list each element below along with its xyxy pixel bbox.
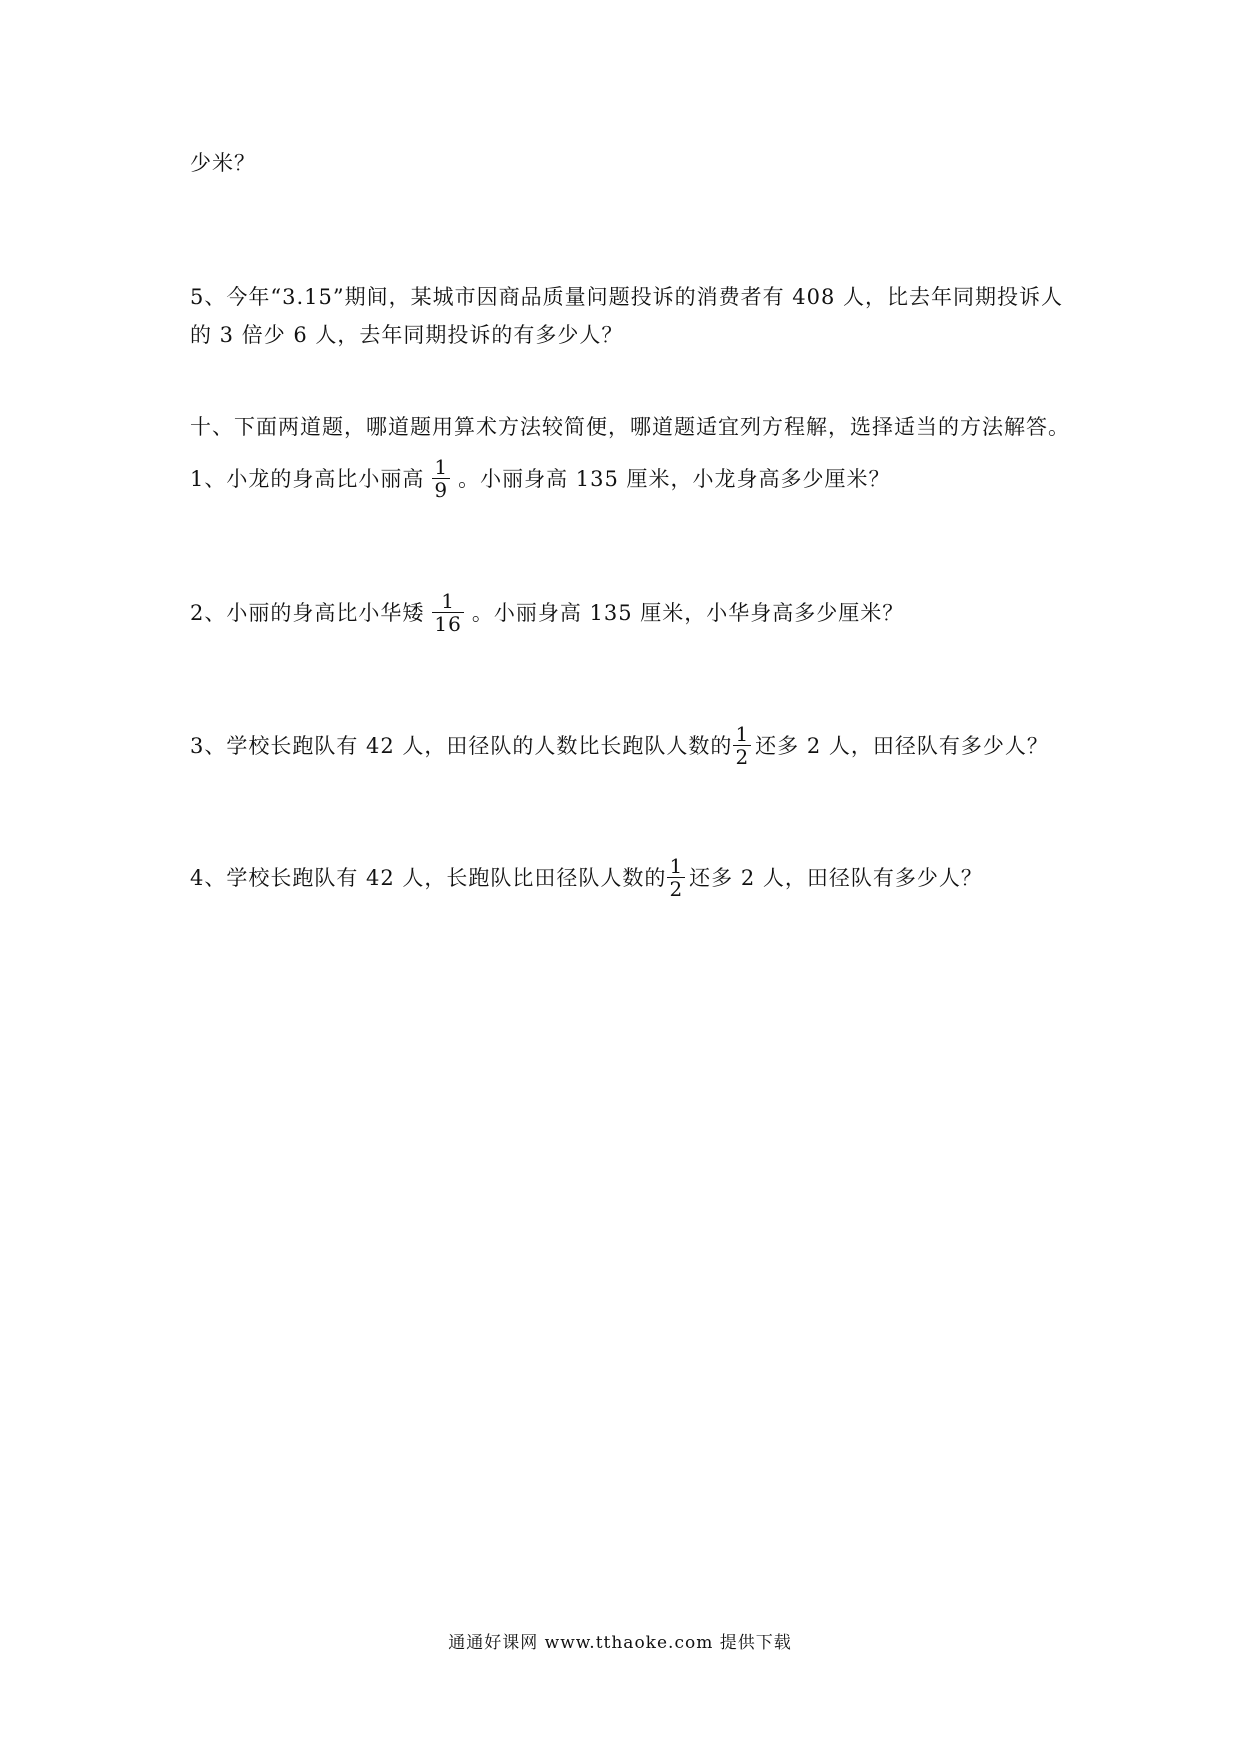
problem-1 bbox=[190, 455, 891, 503]
problem-4-fraction bbox=[667, 855, 685, 900]
page-footer: 通通好课网 www.tthaoke.com 提供下载 bbox=[448, 1633, 792, 1653]
problem-1-fraction bbox=[432, 456, 450, 501]
fraction-denominator: 2 bbox=[669, 877, 684, 901]
question-5-line-1: 5、今年“3.15”期间，某城市因商品质量问题投诉的消费者有 408 人，比去年同期投诉人 bbox=[190, 285, 1064, 309]
problem-1-text-before: 1、小龙的身高比小丽高 bbox=[190, 467, 425, 491]
problem-3 bbox=[190, 722, 1049, 770]
problem-4-text-before: 4、学校长跑队有 42 人，长跑队比田径队人数的 bbox=[190, 866, 667, 890]
fraction-denominator: 16 bbox=[434, 612, 462, 636]
problem-3-fraction bbox=[733, 723, 751, 768]
problem-3-text-before: 3、学校长跑队有 42 人，田径队的人数比长跑队人数的 bbox=[190, 734, 733, 758]
continuation-text: 少米？ bbox=[190, 151, 256, 175]
problem-1-text-after: 。小丽身高 135 厘米，小龙身高多少厘米？ bbox=[458, 467, 891, 491]
problem-2 bbox=[190, 589, 905, 637]
problem-2-text-after: 。小丽身高 135 厘米，小华身高多少厘米？ bbox=[471, 601, 905, 625]
fraction-denominator: 9 bbox=[434, 478, 449, 502]
problem-4-text-after: 还多 2 人，田径队有多少人？ bbox=[689, 866, 983, 890]
problem-2-fraction bbox=[432, 590, 463, 635]
problem-2-text-before: 2、小丽的身高比小华矮 bbox=[190, 601, 425, 625]
fraction-numerator: 1 bbox=[669, 854, 684, 878]
question-5-line-2: 的 3 倍少 6 人，去年同期投诉的有多少人？ bbox=[190, 323, 624, 347]
fraction-denominator: 2 bbox=[735, 745, 750, 769]
problem-3-text-after: 还多 2 人，田径队有多少人？ bbox=[755, 734, 1049, 758]
fraction-numerator: 1 bbox=[735, 722, 750, 746]
problem-4 bbox=[190, 854, 983, 902]
fraction-numerator: 1 bbox=[432, 590, 463, 613]
fraction-numerator: 1 bbox=[434, 455, 449, 479]
section-10-heading: 十、下面两道题，哪道题用算术方法较简便，哪道题适宜列方程解，选择适当的方法解答。 bbox=[190, 415, 1070, 439]
